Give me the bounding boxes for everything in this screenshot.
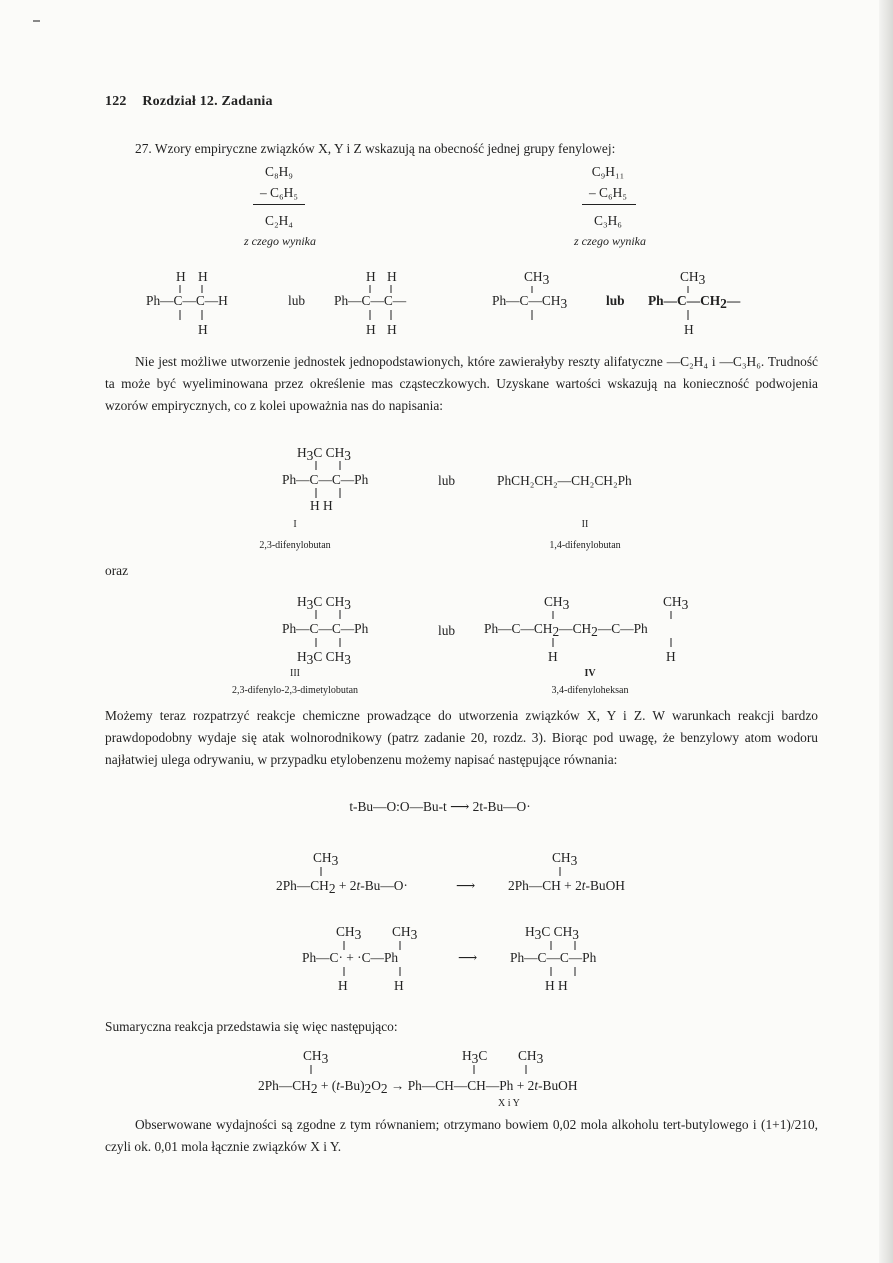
- svg-text:H: H: [387, 322, 397, 337]
- svg-text:H: H: [198, 322, 208, 337]
- structure-ethylbenzene: [146, 269, 228, 337]
- emp-right-minus: – C₆H₅: [589, 185, 627, 200]
- problem-number: 27.: [135, 141, 152, 156]
- svg-text:Ph—C—C—Ph: Ph—C—C—Ph: [282, 621, 369, 636]
- emp-right-rule: [582, 204, 636, 205]
- emp-left-note: z czego wynika: [244, 234, 316, 248]
- svg-text:CH3: CH3: [680, 269, 706, 287]
- structure-ethylene-unit: [334, 269, 407, 337]
- compound-IV-numeral: IV: [584, 668, 596, 679]
- svg-text:Ph—C—CH3: Ph—C—CH3: [492, 293, 568, 311]
- lub-1: lub: [288, 293, 306, 308]
- svg-text:H: H: [394, 978, 404, 993]
- equation-summary: [258, 1048, 578, 1096]
- emp-right-result: C₃H₆: [594, 213, 622, 228]
- lub-4: lub: [438, 623, 456, 638]
- svg-text:H: H: [338, 978, 348, 993]
- svg-text:H3C CH3: H3C CH3: [297, 445, 351, 463]
- svg-text:H: H: [198, 269, 208, 284]
- paragraph-2: Możemy teraz rozpatrzyć reakcje chemiczne prowadzące do utworzenia związków X, Y i Z. W warunkach reakcji bardzo prawdopodobny wydaje się atak wolnorodnikowy (patrz zadanie 20, rozdz. 3). Biorąc pod uwagę, że benzylowy atom wodoru najłatwiej ulega odrywaniu, w przypadku etylobenzenu możemy napisać następujące równania:: [105, 708, 818, 767]
- svg-text:H: H: [666, 649, 676, 664]
- svg-text:H3C: H3C: [462, 1048, 488, 1066]
- svg-text:⟶: ⟶: [458, 950, 478, 965]
- problem-intro: [135, 141, 615, 157]
- svg-text:H: H: [366, 322, 376, 337]
- structure-compound-III: [282, 594, 369, 667]
- svg-text:H3C CH3: H3C CH3: [525, 924, 579, 942]
- svg-text:CH3: CH3: [663, 594, 689, 612]
- oraz-word: oraz: [105, 563, 129, 578]
- lub-2: lub: [606, 293, 625, 308]
- emp-left-top: C₈H₉: [265, 164, 293, 179]
- svg-text:H: H: [366, 269, 376, 284]
- svg-text:Ph—C—C—Ph: Ph—C—C—Ph: [510, 950, 597, 965]
- paragraph-3: Obserwowane wydajności są zgodne z tym równaniem; otrzymano bowiem 0,02 mola alkoholu tert-butylowego i (1+1)/210, czyli ok. 0,01 mola łącznie związków X i Y.: [105, 1117, 818, 1154]
- svg-text:2Ph—CH2 + (t-Bu)2O2 → Ph—CH—CH: 2Ph—CH2 + (t-Bu)2O2 → Ph—CH—CH—Ph + 2t-BuOH: [258, 1078, 578, 1096]
- structure-compound-I: [282, 445, 369, 513]
- lub-3: lub: [438, 473, 456, 488]
- compound-II-numeral: II: [581, 519, 589, 530]
- compound-II-formula: PhCH₂CH₂—CH₂CH₂Ph: [497, 473, 632, 488]
- emp-right-note: z czego wynika: [574, 234, 646, 248]
- svg-text:CH3: CH3: [524, 269, 550, 287]
- svg-text:CH3: CH3: [552, 850, 578, 868]
- compound-I-name: 2,3-difenylobutan: [259, 540, 331, 551]
- scan-speck: [33, 20, 40, 22]
- svg-text:2Ph—CH2 + 2t-Bu—O·: 2Ph—CH2 + 2t-Bu—O·: [276, 878, 408, 896]
- svg-text:Ph—C—CH2—: Ph—C—CH2—: [648, 293, 741, 311]
- emp-right-top: C₉H₁₁: [591, 164, 625, 179]
- svg-text:H3C CH3: H3C CH3: [297, 649, 351, 667]
- svg-text:H H: H H: [310, 498, 333, 513]
- structure-propyl-unit: [648, 269, 741, 337]
- compound-III-name: 2,3-difenylo-2,3-dimetylobutan: [231, 685, 359, 696]
- svg-text:⟶: ⟶: [456, 878, 476, 893]
- equation-1: t-Bu—O:O—Bu-t ⟶ 2t-Bu—O·: [349, 799, 531, 814]
- problem-intro-text: Wzory empiryczne związków X, Y i Z wskazują na obecność jednej grupy fenylowej:: [154, 141, 616, 156]
- svg-text:Ph—C—C—Ph: Ph—C—C—Ph: [282, 472, 369, 487]
- svg-text:Ph—C—C—H: Ph—C—C—H: [146, 293, 228, 308]
- compound-I-numeral: I: [293, 519, 297, 530]
- emp-left-minus: – C₆H₅: [260, 185, 298, 200]
- structure-compound-IV: [484, 594, 689, 664]
- svg-text:H: H: [548, 649, 558, 664]
- emp-left-rule: [253, 204, 305, 205]
- svg-text:CH3: CH3: [313, 850, 339, 868]
- svg-text:Ph—C—C—: Ph—C—C—: [334, 293, 407, 308]
- equation-3: [302, 924, 597, 993]
- structure-cumene: [492, 269, 567, 320]
- svg-text:CH3: CH3: [336, 924, 362, 942]
- page-edge-shadow: [879, 0, 893, 1263]
- paragraph-1: Nie jest możliwe utworzenie jednostek jednopodstawionych, które zawierałyby reszty alifatyczne —C₂H₄ i —C₃H₆. Trudność ta może być wyeliminowana przez określenie mas cząsteczkowych. Uzyskane wartości wskazują na konieczność podwojenia wzorów empirycznych, co z kolei upoważnia nas do napisania:: [105, 354, 818, 413]
- svg-text:Ph—C· + ·C—Ph: Ph—C· + ·C—Ph: [302, 950, 399, 965]
- svg-text:H H: H H: [545, 978, 568, 993]
- equation-2: [276, 850, 625, 896]
- running-head: [105, 94, 273, 110]
- svg-text:CH3: CH3: [392, 924, 418, 942]
- compound-IV-name: 3,4-difenyloheksan: [551, 685, 629, 696]
- svg-text:2Ph—CH + 2t-BuOH: 2Ph—CH + 2t-BuOH: [508, 878, 625, 893]
- svg-text:H: H: [176, 269, 186, 284]
- svg-text:H3C CH3: H3C CH3: [297, 594, 351, 612]
- svg-text:H: H: [684, 322, 694, 337]
- emp-left-result: C₂H₄: [265, 213, 293, 228]
- compound-III-numeral: III: [290, 668, 300, 679]
- compound-II-name: 1,4-difenylobutan: [549, 540, 621, 551]
- chapter-title: Rozdział 12. Zadania: [142, 94, 273, 109]
- page-number: 122: [105, 94, 127, 109]
- svg-text:Ph—C—CH2—CH2—C—Ph: Ph—C—CH2—CH2—C—Ph: [484, 621, 648, 639]
- svg-text:CH3: CH3: [518, 1048, 544, 1066]
- svg-text:CH3: CH3: [544, 594, 570, 612]
- xy-label: X i Y: [498, 1098, 520, 1109]
- svg-text:H: H: [387, 269, 397, 284]
- svg-text:CH3: CH3: [303, 1048, 329, 1066]
- summary-intro: Sumaryczna reakcja przedstawia się więc następująco:: [105, 1019, 398, 1034]
